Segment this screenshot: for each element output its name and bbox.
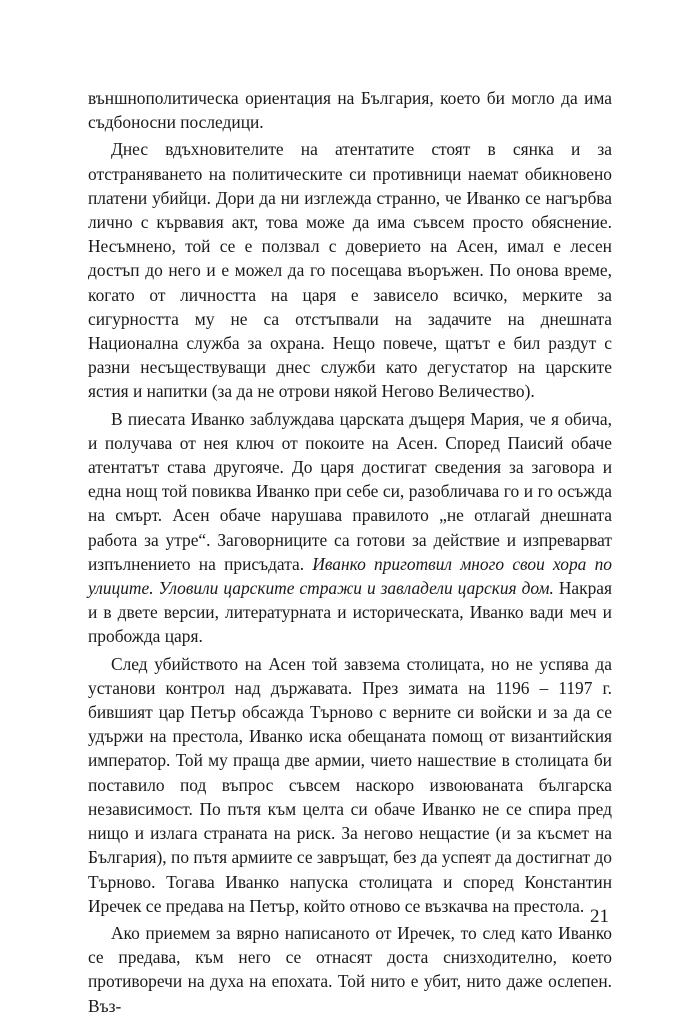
paragraph-5-text: Ако приемем за вярно написаното от Иречек, то след като Иванко се предава, към него се отнасят доста снизходително, което противоречи на духа на епохата. Той нито е убит, нито даже ослепен. Въз- bbox=[88, 922, 612, 1016]
paragraph-2 bbox=[88, 137, 612, 403]
paragraph-1-text: външнополитическа ориентация на България, което би могло да има съдбоносни последици. bbox=[88, 88, 612, 133]
paragraph-1 bbox=[88, 86, 612, 134]
paragraph-3-italic-quote: Иванко приготвил много свои хора по улиците. Уловили царските стражи и завладели царския дом. bbox=[88, 553, 612, 599]
paragraph-2-text: Днес вдъхновителите на атентатите стоят в сянка и за отстраняването на политическите си противници наемат обикновено платени убийци. Дори да ни изглежда странно, че Иванко се нагърбва лично с кървавия акт, това може да има съвсем просто обяснение. Несъмнено, той се е ползвал с доверието на Асен, имал е лесен достъп до него и е можел да го посещава въоръжен. По онова време, когато от личността на царя е зависело всичко, мерките за сигурността му не са отстъпвали на задачите на днешната Национална служба за охрана. Нещо повече, щатът е бил раздут с разни несъществуващи днес служби като дегустатор на царските ястия и напитки (за да не отрови някой Негово Величество). bbox=[88, 139, 612, 402]
page-body bbox=[88, 86, 612, 1018]
paragraph-4-text: След убийството на Асен той завзема столицата, но не успява да установи контрол над държавата. През зимата на 1196 – 1197 г. бившият цар Петър обсажда Търново с верните си войски и за да се удържи на престола, Иванко иска обещаната помощ от византийския император. Той му праща две армии, чието нашествие в столицата би поставило под въпрос съвсем наскоро извоюваната българска независимост. По пътя към целта си обаче Иванко не се спира пред нищо и излага страната на риск. За негово нещастие (и за късмет на България), по пътя армиите се завръщат, без да успеят да достигнат до Търново. Тогава Иванко напуска столицата и според Константин Иречек се предава на Петър, който отново се възкачва на престола. bbox=[88, 653, 612, 916]
paragraph-4 bbox=[88, 652, 612, 918]
paragraph-3-text-b: Накрая и в двете версии, литературната и историческата, Иванко вади меч и пробожда царя. bbox=[88, 578, 612, 647]
paragraph-5 bbox=[88, 921, 612, 1018]
paragraph-3-text-a: В пиесата Иванко заблуждава царската дъщеря Мария, че я обича, и получава от нея ключ от покоите на Асен. Според Паисий обаче атентатът става другояче. До царя достигат сведения за заговора и една нощ той повиква Иванко при себе си, разобличава го и го осъжда на смърт. Асен обаче нарушава правилото „не отлагай днешната работа за утре“. Заговорниците са готови за действие и изпреварват изпълнението на присъдата. bbox=[88, 408, 612, 574]
page-number: 21 bbox=[590, 906, 609, 927]
paragraph-3 bbox=[88, 407, 612, 649]
